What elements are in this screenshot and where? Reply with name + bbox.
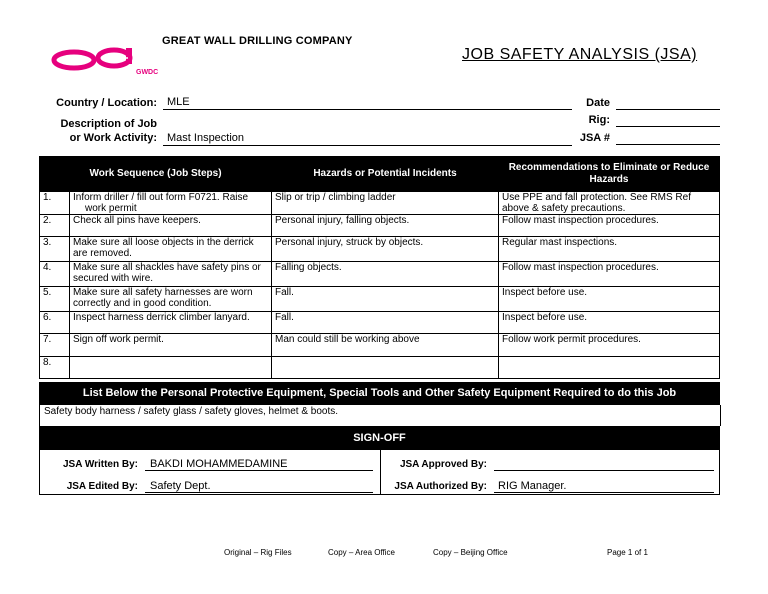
gwdc-logo (50, 46, 160, 76)
step-cell[interactable]: Make sure all loose objects in the derrick are removed. (70, 237, 272, 262)
ppe-heading: List Below the Personal Protective Equipment, Special Tools and Other Safety Equipment Required to do this Job (39, 382, 720, 405)
edited-by-label: JSA Edited By: (66, 481, 138, 492)
authorized-by-underline (494, 492, 714, 493)
hazard-cell[interactable] (272, 357, 499, 379)
date-field[interactable] (616, 109, 720, 110)
ppe-text[interactable]: Safety body harness / safety glass / safety gloves, helmet & boots. (44, 406, 339, 417)
signoff-divider (380, 450, 381, 494)
header-hazards: Hazards or Potential Incidents (272, 157, 499, 192)
table-row (40, 262, 720, 287)
recommendation-cell[interactable]: Follow mast inspection procedures. (499, 262, 720, 287)
hazard-cell[interactable]: Falling objects. (272, 262, 499, 287)
hazard-cell[interactable]: Fall. (272, 287, 499, 312)
recommendation-cell[interactable]: Inspect before use. (499, 312, 720, 334)
approved-by-underline (494, 470, 714, 471)
recommendation-cell[interactable]: Follow mast inspection procedures. (499, 215, 720, 237)
footer-copy-beijing: Copy – Beijing Office (433, 548, 508, 557)
written-by-underline (145, 470, 373, 471)
jsa-number-field[interactable] (616, 144, 720, 145)
table-row (40, 215, 720, 237)
hazard-cell[interactable]: Personal injury, falling objects. (272, 215, 499, 237)
signoff-heading: SIGN-OFF (39, 426, 720, 450)
recommendation-cell[interactable]: Follow work permit procedures. (499, 334, 720, 357)
row-number: 8. (40, 357, 70, 379)
description-label-line2: or Work Activity: (69, 132, 157, 144)
hazard-cell[interactable]: Man could still be working above (272, 334, 499, 357)
row-number: 4. (40, 262, 70, 287)
approved-by-label: JSA Approved By: (399, 459, 487, 470)
country-value[interactable]: MLE (167, 96, 190, 108)
authorized-by-value[interactable]: RIG Manager. (498, 480, 567, 492)
table-row (40, 312, 720, 334)
written-by-label: JSA Written By: (62, 459, 138, 470)
step-cell[interactable] (70, 192, 272, 215)
country-underline (163, 109, 572, 110)
step-cell[interactable]: Check all pins have keepers. (70, 215, 272, 237)
recommendation-cell[interactable]: Regular mast inspections. (499, 237, 720, 262)
table-row (40, 237, 720, 262)
table-row (40, 357, 720, 379)
authorized-by-label: JSA Authorized By: (394, 481, 487, 492)
description-label-line1: Description of Job (60, 118, 157, 130)
recommendation-cell[interactable]: Use PPE and fall protection. See RMS Ref above & safety precautions. (499, 192, 720, 215)
step-cell[interactable]: Sign off work permit. (70, 334, 272, 357)
table-row (40, 192, 720, 215)
hazard-cell[interactable]: Fall. (272, 312, 499, 334)
footer-page-number: Page 1 of 1 (607, 548, 648, 557)
step-cell[interactable]: Make sure all shackles have safety pins or secured with wire. (70, 262, 272, 287)
logo-text: GWDC (136, 69, 159, 76)
company-name: GREAT WALL DRILLING COMPANY (162, 35, 353, 47)
description-underline (163, 145, 572, 146)
header-work-sequence: Work Sequence (Job Steps) (40, 157, 272, 192)
job-steps-table (39, 156, 720, 379)
edited-by-value[interactable]: Safety Dept. (150, 480, 211, 492)
step-cell[interactable]: Make sure all safety harnesses are worn correctly and in good condition. (70, 287, 272, 312)
table-header-row (40, 157, 720, 192)
row-number: 6. (40, 312, 70, 334)
date-label: Date (586, 97, 610, 109)
step-text: Inform driller / fill out form F0721. Raise (73, 192, 249, 203)
table-row (40, 334, 720, 357)
row-number: 1. (40, 192, 70, 215)
recommendation-cell[interactable] (499, 357, 720, 379)
row-number: 2. (40, 215, 70, 237)
row-number: 7. (40, 334, 70, 357)
rig-field[interactable] (616, 126, 720, 127)
footer-copy-area: Copy – Area Office (328, 548, 395, 557)
row-number: 3. (40, 237, 70, 262)
hazard-cell[interactable]: Slip or trip / climbing ladder (272, 192, 499, 215)
step-cell[interactable] (70, 357, 272, 379)
table-row (40, 287, 720, 312)
row-number: 5. (40, 287, 70, 312)
document-title: JOB SAFETY ANALYSIS (JSA) (462, 46, 698, 63)
written-by-value[interactable]: BAKDI MOHAMMEDAMINE (150, 458, 288, 470)
rig-label: Rig: (588, 114, 610, 126)
description-value[interactable]: Mast Inspection (167, 132, 245, 144)
hazard-cell[interactable]: Personal injury, struck by objects. (272, 237, 499, 262)
jsa-number-label: JSA # (579, 132, 610, 144)
header-recommendations: Recommendations to Eliminate or Reduce Hazards (499, 157, 720, 192)
edited-by-underline (145, 492, 373, 493)
footer-original: Original – Rig Files (224, 548, 292, 557)
step-text-continued: work permit (85, 203, 137, 214)
recommendation-cell[interactable]: Inspect before use. (499, 287, 720, 312)
step-cell[interactable]: Inspect harness derrick climber lanyard. (70, 312, 272, 334)
country-label: Country / Location: (56, 97, 157, 109)
